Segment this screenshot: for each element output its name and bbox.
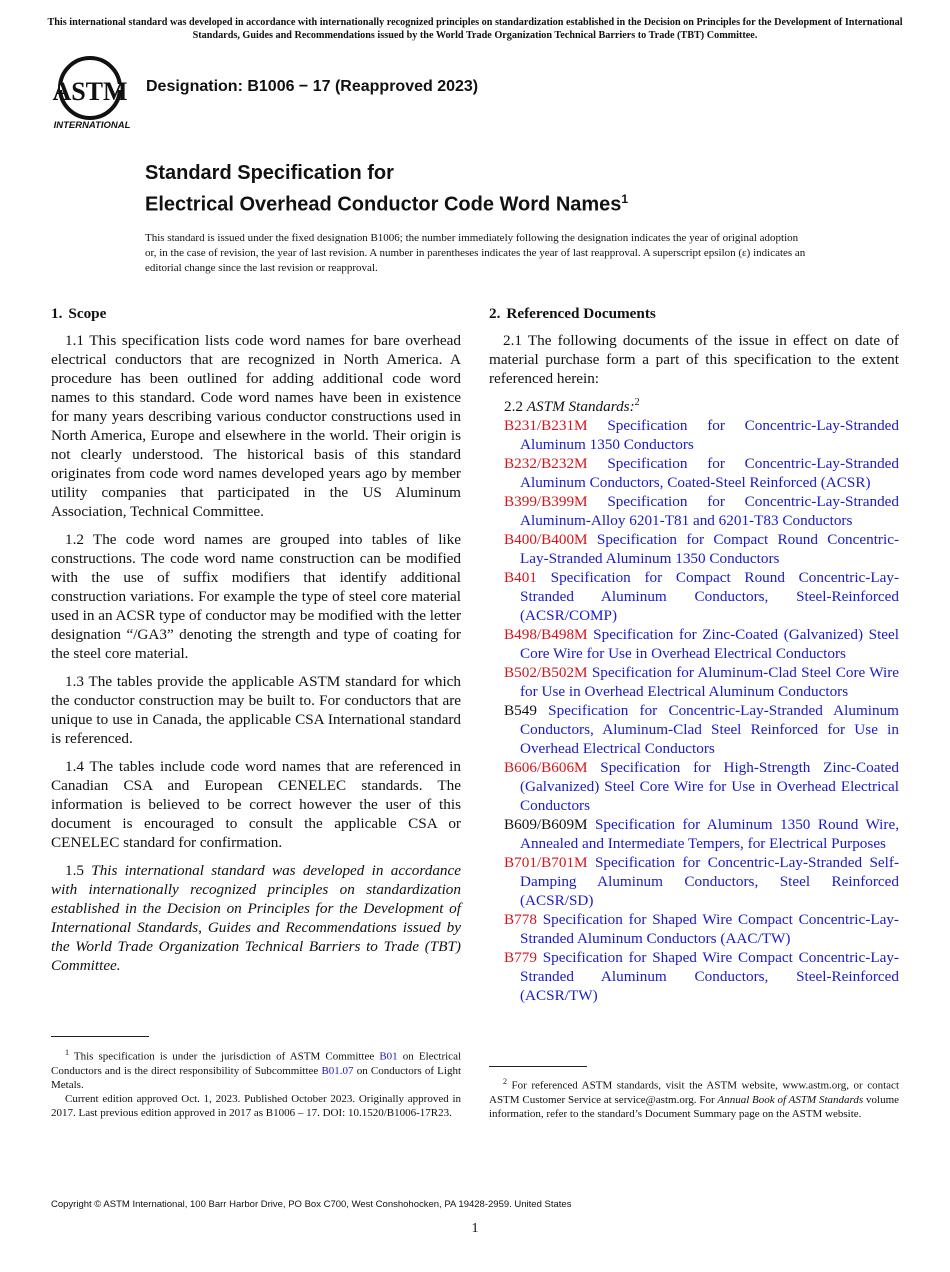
paragraph-text: This international standard was developed in accordance with internationally recognized principles on standardization established in the Decision on Principles for the Development of International Standards, Guides and Recommendations issued by the World Trade Organization Technical Barriers to Trade (TBT) Committee. [51, 862, 462, 974]
astm-logo-text: ASTM [52, 77, 128, 106]
section-number: 1. [51, 305, 63, 322]
section-refdocs-heading [489, 304, 899, 323]
footnote-text: on Conductors of Light Metals. [51, 1064, 462, 1091]
reference-title-link[interactable]: Specification for Shaped Wire Compact Concentric-Lay-Stranded Aluminum Conductors (AAC/TW) [520, 911, 899, 948]
reference-code-link[interactable]: B232/B232M [504, 455, 588, 473]
footnote-text: This specification is under the jurisdiction of ASTM Committee [73, 1050, 375, 1063]
reference-code: B549 [504, 702, 537, 720]
footnote-italic-text: Annual Book of ASTM Standards [717, 1093, 864, 1106]
committee-link[interactable]: B01 [379, 1050, 398, 1063]
title-footnote-marker: 1 [621, 192, 629, 206]
paragraph-1-5 [51, 861, 461, 975]
reference-item [504, 416, 899, 454]
reference-item [504, 454, 899, 492]
reference-title-link[interactable]: Specification for Zinc-Coated (Galvanized) Steel Core Wire for Use in Overhead Electrical Conductors [520, 626, 900, 663]
reference-title-link[interactable]: Specification for Shaped Wire Compact Concentric-Lay-Stranded Aluminum Conductors, Steel-Reinforced (ACSR/TW) [520, 949, 899, 1005]
footnote-1 [51, 1046, 461, 1120]
reference-code-link[interactable]: B502/B502M [504, 664, 588, 682]
reference-title-link[interactable]: Specification for Concentric-Lay-Stranded Aluminum Conductors, Aluminum-Clad Steel Reinforced for Use in Overhead Electrical Conductors [520, 702, 899, 758]
issued-note: This standard is issued under the fixed designation B1006; the number immediately following the designation indicates the year of original adoption or, in the case of revision, the year of last revision. A number in parentheses indicates the year of last reapproval. A superscript epsilon (ε) indicates an editorial change since the last revision or reapproval. [145, 232, 806, 274]
paragraph-1-3: 1.3 The tables provide the applicable ASTM standard for which the conductor construction may be built to. For conductors that are unique to use in Canada, the applicable CSA International standard is referenced. [51, 673, 461, 747]
title-line-1: Standard Specification for [145, 162, 394, 184]
paragraph-1-2: 1.2 The code word names are grouped into tables of like constructions. The code word name construction can be modified with the use of suffix modifiers that identify additional construction variations. For example the type of steel core material used in an ACSR type of conductor may be modified with the letter designation “/GA3” denoting the strength and type of coating for the steel core material. [51, 531, 461, 662]
reference-item [504, 492, 899, 530]
reference-code: B609/B609M [504, 816, 588, 834]
reference-item [504, 701, 899, 758]
reference-item [504, 758, 899, 815]
reference-title-link[interactable]: Specification for Aluminum-Clad Steel Core Wire for Use in Overhead Electrical Aluminum Conductors [520, 664, 900, 701]
paragraph-number: 1.5 [65, 862, 84, 879]
footnote-marker: 2 [634, 397, 640, 408]
footnote-marker: 2 [503, 1077, 507, 1086]
page-number: 1 [471, 1221, 479, 1236]
section-scope-heading [51, 304, 461, 323]
astm-logo [52, 56, 136, 132]
reference-item [504, 910, 899, 948]
reference-title-link[interactable]: Specification for Concentric-Lay-Stranded Aluminum Conductors, Coated-Steel Reinforced (ACSR) [520, 455, 900, 492]
section-title: Scope [68, 305, 107, 322]
reference-item [504, 853, 899, 910]
reference-title-link[interactable]: Specification for Concentric-Lay-Stranded Aluminum-Alloy 6201-T81 and 6201-T83 Conductors [520, 493, 900, 530]
reference-item [504, 663, 899, 701]
footnote-2-text [489, 1075, 899, 1121]
footnote-1-jurisdiction [51, 1046, 461, 1092]
document-title [145, 160, 628, 218]
paragraph-2-1: 2.1 The following documents of the issue in effect on date of material purchase form a part of this specification to the extent referenced herein: [489, 332, 899, 387]
reference-title-link[interactable]: Specification for Concentric-Lay-Stranded Aluminum 1350 Conductors [520, 417, 900, 454]
reference-item [504, 530, 899, 568]
footnote-1-edition: Current edition approved Oct. 1, 2023. Published October 2023. Originally approved in 2017. Last previous edition approved in 2017 as B1006 – 17. DOI: 10.1520/B1006-17R23. [51, 1092, 461, 1119]
reference-title-link[interactable]: Specification for Compact Round Concentric-Lay-Stranded Aluminum 1350 Conductors [520, 531, 899, 568]
left-column [51, 304, 461, 984]
footnote-text: volume information, refer to the standard’s Document Summary page on the ASTM website. [489, 1093, 900, 1120]
section-number: 2. [489, 305, 501, 322]
reference-code-link[interactable]: B399/B399M [504, 493, 588, 511]
reference-item [504, 948, 899, 1005]
footnote-divider-left [51, 1036, 149, 1037]
reference-code-link[interactable]: B778 [504, 911, 537, 929]
astm-logo-subtext: INTERNATIONAL [53, 120, 131, 131]
reference-code-link[interactable]: B400/B400M [504, 531, 588, 549]
reference-code-link[interactable]: B701/B701M [504, 854, 588, 872]
subcommittee-link[interactable]: B01.07 [321, 1064, 354, 1077]
paragraph-1-1: 1.1 This specification lists code word names for bare overhead electrical conductors that are recognized in North America. A procedure has been outlined for adding additional code word names to this standard. Code word names have been in existence for many years describing various conductor constructions used in North America, Europe and elsewhere in the world. Their origin is not clearly understood. The historical basis of this standard originates from code word names developed years ago by member utility companies that participated in the US Aluminum Association, Technical Committee. [51, 332, 461, 520]
footnote-text: For referenced ASTM standards, visit the ASTM website, www.astm.org, or contact ASTM Customer Service at service@astm.org. For [489, 1079, 899, 1106]
title-line-2 [145, 186, 628, 218]
reference-code-link[interactable]: B231/B231M [504, 417, 588, 435]
astm-standards-label: ASTM Standards: [526, 398, 635, 416]
title-line-2-text: Electrical Overhead Conductor Code Word Names [145, 193, 622, 216]
reference-title-link[interactable]: Specification for Compact Round Concentric-Lay-Stranded Aluminum Conductors, Steel-Reinforced (ACSR/COMP) [520, 569, 900, 625]
reference-code-link[interactable]: B498/B498M [504, 626, 588, 644]
reference-title-link[interactable]: Specification for Aluminum 1350 Round Wire, Annealed and Intermediate Tempers, for Electrical Purposes [520, 816, 899, 853]
footnote-marker: 1 [65, 1048, 69, 1057]
footnote-text: on Electrical Conductors and is the direct responsibility of Subcommittee [51, 1050, 462, 1077]
reference-item [504, 625, 899, 663]
right-column [489, 304, 899, 1005]
reference-code-link[interactable]: B779 [504, 949, 537, 967]
reference-item [504, 815, 899, 853]
reference-list [489, 416, 899, 1005]
paragraph-1-4: 1.4 The tables include code word names that are referenced in Canadian CSA and European CENELEC standards. The information is believed to be correct however the user of this document is encouraged to consult the applicable CSA or CENELEC standard for confirmation. [51, 758, 461, 851]
reference-code-link[interactable]: B606/B606M [504, 759, 588, 777]
astm-standards-heading [504, 393, 899, 416]
paragraph-number: 2.2 [504, 398, 523, 416]
reference-title-link[interactable]: Specification for Concentric-Lay-Stranded Self-Damping Aluminum Conductors, Steel Reinforced (ACSR/SD) [520, 854, 899, 910]
footnote-divider-right [489, 1066, 587, 1067]
section-title: Referenced Documents [506, 305, 656, 322]
designation: Designation: B1006 − 17 (Reapproved 2023) [146, 78, 479, 95]
reference-title-link[interactable]: Specification for High-Strength Zinc-Coated (Galvanized) Steel Core Wire for Use in Overhead Electrical Conductors [520, 759, 899, 815]
reference-code-link[interactable]: B401 [504, 569, 537, 587]
reference-item [504, 568, 899, 625]
tbt-notice: This international standard was developed in accordance with internationally recognized principles on standardization established in the Decision on Principles for the Development of International Standards, Guides and Recommendations issued by the World Trade Organization Technical Barriers to Trade (TBT) Committee. [47, 17, 903, 41]
footnote-2 [489, 1075, 899, 1121]
copyright-line: Copyright © ASTM International, 100 Barr Harbor Drive, PO Box C700, West Conshohocken, PA 19428-2959. United States [51, 1199, 572, 1210]
